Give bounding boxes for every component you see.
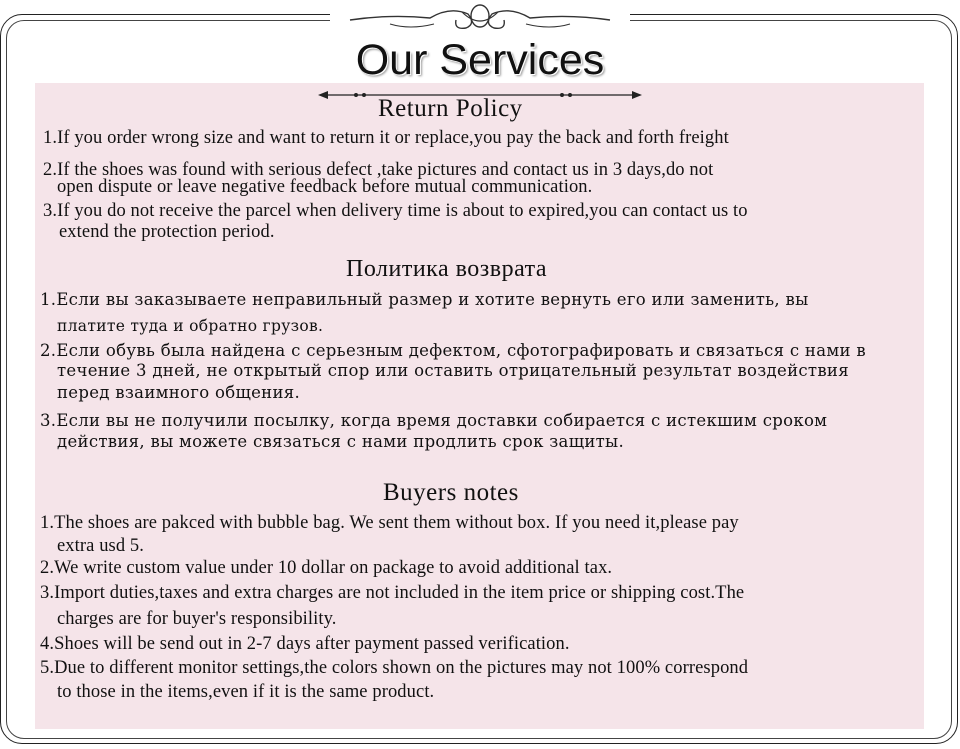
return-policy-line: extend the protection period. bbox=[59, 222, 275, 242]
buyers-notes-line: 2.We write custom value under 10 dollar on package to avoid additional tax. bbox=[40, 558, 613, 578]
return-policy-line: 1.If you order wrong size and want to return it or replace,you pay the back and forth freight bbox=[43, 128, 729, 148]
buyers-notes-line: to those in the items,even if it is the same product. bbox=[57, 682, 435, 702]
russian-policy-line: действия, вы можете связаться с нами продлить срок защиты. bbox=[57, 432, 625, 451]
russian-policy-line: 3.Если вы не получили посылку, когда время доставки собирается с истекшим сроком bbox=[40, 411, 828, 430]
buyers-notes-line: 1.The shoes are pakced with bubble bag. We sent them without box. If you need it,please pay bbox=[40, 513, 739, 533]
return-policy-line: 2.If the shoes was found with serious defect ,take pictures and contact us in 3 days,do not bbox=[43, 160, 714, 180]
swirl-ornament-icon bbox=[330, 0, 630, 38]
russian-policy-line: перед взаимного общения. bbox=[57, 383, 301, 402]
return-policy-line: 3.If you do not receive the parcel when delivery time is about to expired,you can contact us to bbox=[43, 201, 748, 221]
buyers-notes-line: charges are for buyer's responsibility. bbox=[57, 609, 337, 629]
russian-policy-heading: Политика возврата bbox=[346, 256, 548, 282]
russian-policy-line: течение 3 дней, не открытый спор или оставить отрицательный результат воздействия bbox=[57, 361, 849, 380]
russian-policy-line: 1.Если вы заказываете неправильный размер и хотите вернуть его или заменить, вы bbox=[40, 290, 809, 309]
buyers-notes-line: 5.Due to different monitor settings,the colors shown on the pictures may not 100% correspond bbox=[40, 658, 749, 678]
page-title: Our Services bbox=[355, 36, 605, 84]
return-policy-heading: Return Policy bbox=[378, 95, 523, 122]
buyers-notes-line: extra usd 5. bbox=[57, 536, 144, 556]
return-policy-line: open dispute or leave negative feedback before mutual communication. bbox=[57, 177, 593, 197]
russian-policy-line: 2.Если обувь была найдена с серьезным дефектом, сфотографировать и связаться с нами в bbox=[40, 341, 866, 360]
buyers-notes-heading: Buyers notes bbox=[383, 479, 519, 506]
buyers-notes-line: 3.Import duties,taxes and extra charges are not included in the item price or shipping cost.The bbox=[40, 583, 745, 603]
buyers-notes-line: 4.Shoes will be send out in 2-7 days after payment passed verification. bbox=[40, 634, 570, 654]
russian-policy-line: платите туда и обратно грузов. bbox=[57, 317, 324, 335]
